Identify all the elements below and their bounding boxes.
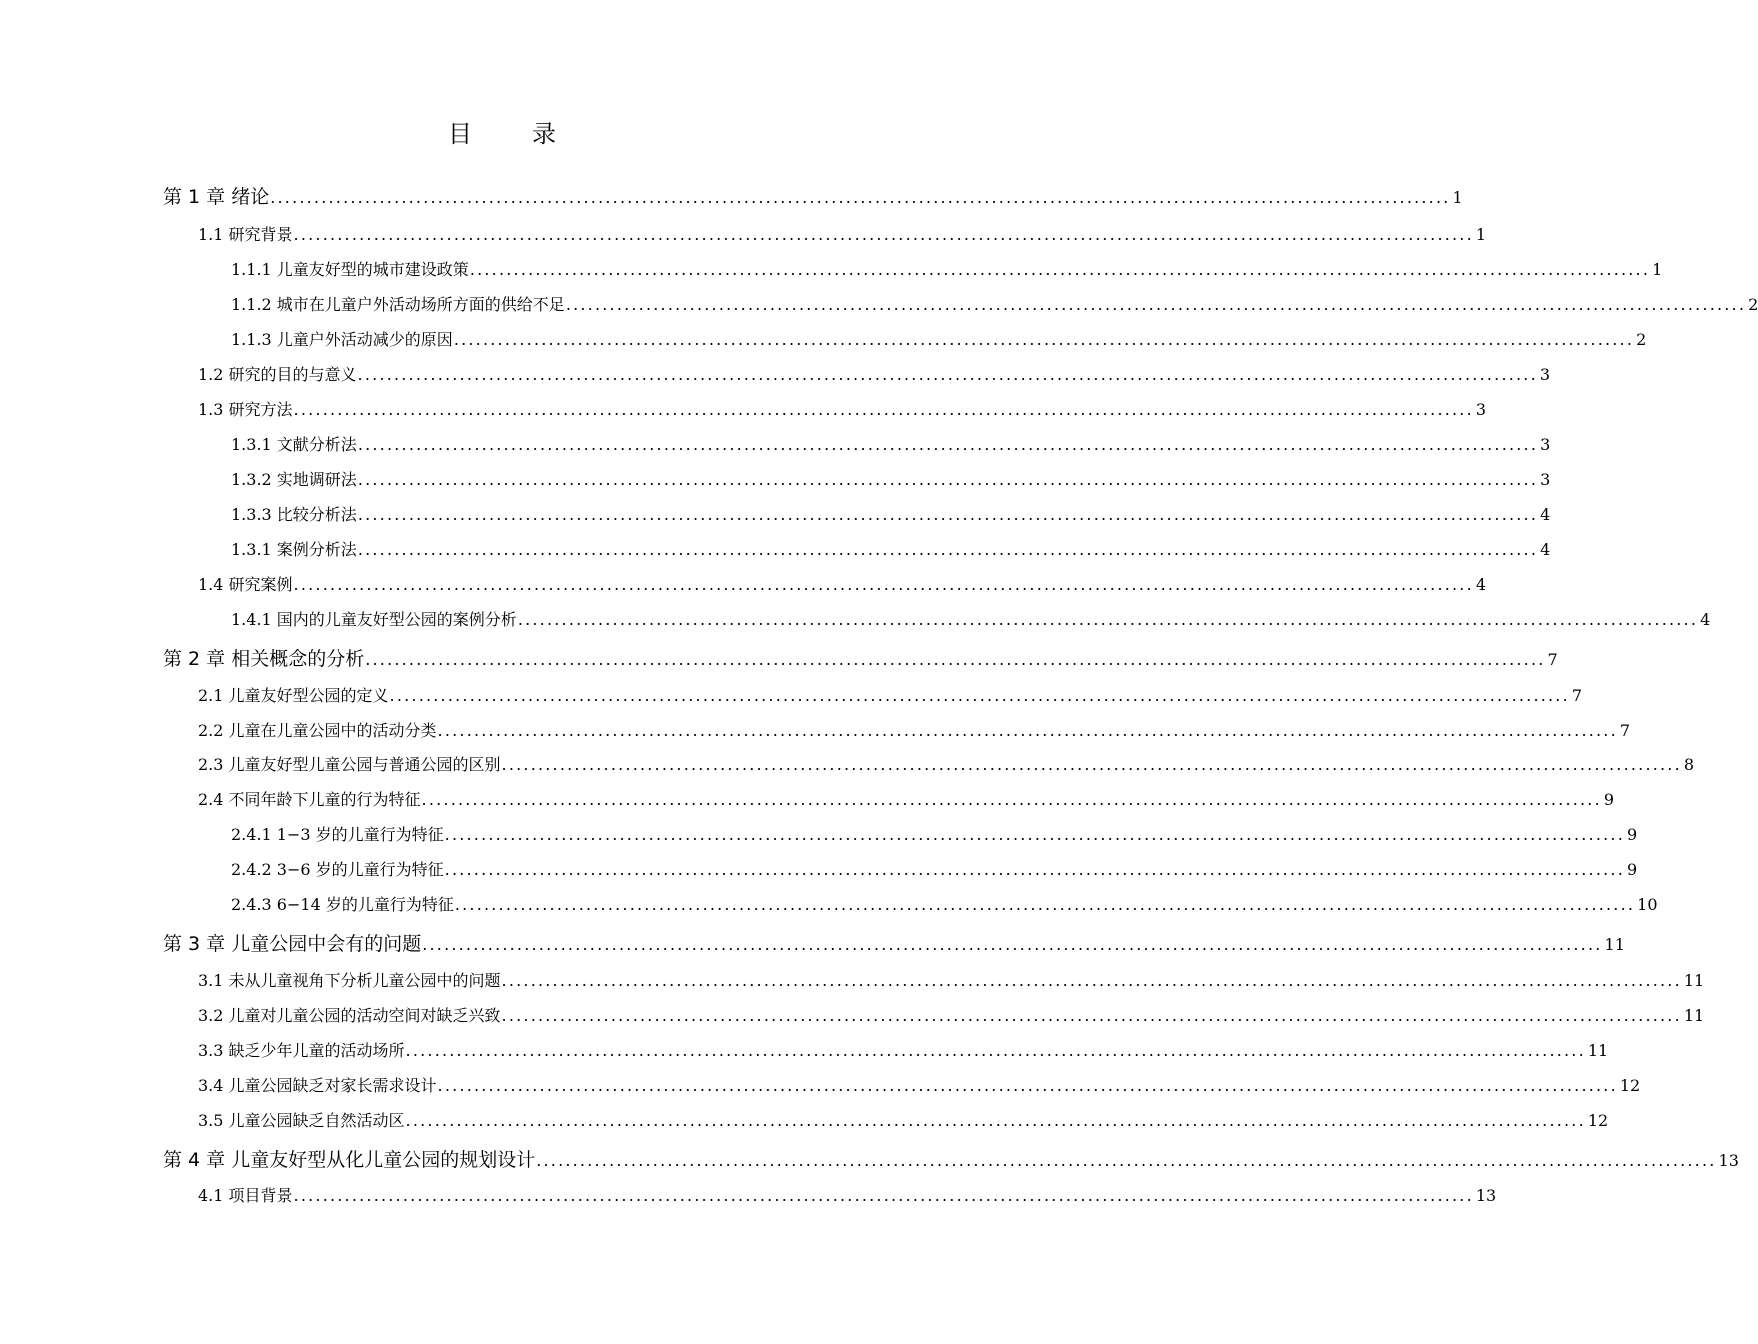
toc-entry-4-1[interactable] — [198, 1183, 1497, 1206]
dot-leader: .................................................................................................................................................................. — [437, 1076, 1618, 1095]
toc-entry-2-2[interactable] — [198, 718, 1631, 741]
toc-entry-label: 第 1 章 绪论 — [163, 186, 270, 208]
toc-entry-page: 10 — [1637, 895, 1658, 914]
toc-entry-chapter-1[interactable] — [163, 182, 1463, 209]
dot-leader: .................................................................................................................................................................. — [444, 825, 1625, 844]
toc-entry-label: 2.1 儿童友好型公园的定义 — [198, 686, 389, 705]
toc-entry-label: 1.1.1 儿童友好型的城市建设政策 — [231, 260, 469, 279]
toc-entry-1-4[interactable] — [198, 572, 1487, 595]
toc-entry-chapter-2[interactable] — [163, 644, 1558, 671]
dot-leader: .................................................................................................................................................................. — [357, 365, 1538, 384]
dot-leader: .................................................................................................................................................................. — [293, 1186, 1474, 1205]
toc-entry-label: 4.1 项目背景 — [198, 1186, 293, 1205]
toc-entry-3-1[interactable] — [198, 968, 1705, 991]
dot-leader: .................................................................................................................................................................. — [357, 540, 1539, 559]
toc-entry-label: 1.2 研究的目的与意义 — [198, 365, 357, 384]
toc-entry-label: 1.3.2 实地调研法 — [231, 470, 357, 489]
toc-entry-label: 2.4.2 3−6 岁的儿童行为特征 — [231, 860, 444, 879]
toc-entry-page: 2 — [1748, 295, 1758, 314]
toc-entry-2-4-1[interactable] — [231, 822, 1638, 845]
toc-entry-1-3[interactable] — [198, 397, 1487, 420]
toc-entry-1-3-2[interactable] — [231, 467, 1551, 490]
toc-entry-label: 2.4.3 6−14 岁的儿童行为特征 — [231, 895, 454, 914]
toc-entry-label: 2.4.1 1−3 岁的儿童行为特征 — [231, 825, 444, 844]
toc-entry-page: 4 — [1475, 575, 1487, 594]
toc-title: 目 录 — [448, 120, 574, 148]
toc-entry-page: 3 — [1475, 400, 1487, 419]
dot-leader: .................................................................................................................................................................. — [437, 721, 1618, 740]
dot-leader: .................................................................................................................................................................. — [421, 790, 1602, 809]
toc-entry-page: 3 — [1540, 435, 1551, 454]
toc-entry-2-3[interactable] — [198, 752, 1695, 775]
toc-entry-page: 9 — [1626, 860, 1638, 879]
toc-entry-page: 11 — [1587, 1041, 1609, 1060]
toc-entry-label: 1.1.3 儿童户外活动减少的原因 — [231, 330, 453, 349]
toc-entry-label: 1.3.1 案例分析法 — [231, 540, 357, 559]
toc-entry-page: 13 — [1718, 1151, 1739, 1170]
dot-leader: .................................................................................................................................................................. — [444, 860, 1625, 879]
toc-entry-3-2[interactable] — [198, 1003, 1705, 1026]
toc-entry-label: 1.3.3 比较分析法 — [231, 505, 357, 524]
dot-leader: .................................................................................................................................................................. — [357, 505, 1539, 524]
dot-leader: .................................................................................................................................................................. — [357, 435, 1539, 454]
dot-leader: .................................................................................................................................................................. — [293, 400, 1474, 419]
toc-entry-page: 13 — [1475, 1186, 1497, 1205]
toc-entry-label: 第 2 章 相关概念的分析 — [163, 648, 365, 670]
toc-entry-page: 2 — [1636, 330, 1647, 349]
toc-entry-page: 1 — [1452, 188, 1463, 207]
toc-entry-page: 3 — [1539, 365, 1551, 384]
toc-entry-3-4[interactable] — [198, 1073, 1641, 1096]
dot-leader: .................................................................................................................................................................. — [517, 610, 1699, 629]
toc-entry-label: 第 4 章 儿童友好型从化儿童公园的规划设计 — [163, 1149, 536, 1171]
toc-entry-label: 3.1 未从儿童视角下分析儿童公园中的问题 — [198, 971, 501, 990]
dot-leader: .................................................................................................................................................................. — [357, 470, 1539, 489]
toc-entry-label: 3.4 儿童公园缺乏对家长需求设计 — [198, 1076, 437, 1095]
toc-entry-page: 11 — [1683, 971, 1705, 990]
toc-entry-page: 9 — [1626, 825, 1638, 844]
toc-entry-chapter-4[interactable] — [163, 1145, 1739, 1172]
toc-entry-page: 7 — [1571, 686, 1583, 705]
toc-entry-1-2[interactable] — [198, 362, 1551, 385]
toc-entry-label: 1.3.1 文献分析法 — [231, 435, 357, 454]
dot-leader: .................................................................................................................................................................. — [565, 295, 1747, 314]
dot-leader: .................................................................................................................................................................. — [405, 1111, 1586, 1130]
toc-entry-3-3[interactable] — [198, 1038, 1609, 1061]
toc-entry-label: 3.2 儿童对儿童公园的活动空间对缺乏兴致 — [198, 1006, 501, 1025]
toc-entry-2-4-2[interactable] — [231, 857, 1638, 880]
toc-entry-page: 4 — [1700, 610, 1711, 629]
toc-entry-page: 11 — [1683, 1006, 1705, 1025]
toc-entry-3-5[interactable] — [198, 1108, 1609, 1131]
toc-entry-page: 4 — [1540, 505, 1551, 524]
dot-leader: .................................................................................................................................................................. — [501, 1006, 1682, 1025]
toc-entry-page: 8 — [1683, 755, 1695, 774]
toc-entry-label: 2.3 儿童友好型儿童公园与普通公园的区别 — [198, 755, 501, 774]
toc-entry-page: 12 — [1619, 1076, 1641, 1095]
toc-entry-label: 1.4 研究案例 — [198, 575, 293, 594]
toc-entry-page: 1 — [1475, 225, 1487, 244]
toc-entry-2-4-3[interactable] — [231, 892, 1658, 915]
dot-leader: .................................................................................................................................................................. — [469, 260, 1651, 279]
dot-leader: .................................................................................................................................................................. — [422, 935, 1603, 954]
toc-entry-page: 12 — [1587, 1111, 1609, 1130]
dot-leader: .................................................................................................................................................................. — [293, 575, 1474, 594]
toc-entry-1-3-1[interactable] — [231, 432, 1551, 455]
toc-entry-1-1[interactable] — [198, 222, 1487, 245]
dot-leader: .................................................................................................................................................................. — [536, 1151, 1717, 1170]
toc-entry-page: 1 — [1652, 260, 1663, 279]
toc-entry-1-4-1[interactable] — [231, 607, 1711, 630]
dot-leader: .................................................................................................................................................................. — [270, 188, 1451, 207]
toc-entry-label: 3.3 缺乏少年儿童的活动场所 — [198, 1041, 405, 1060]
toc-entry-1-1-3[interactable] — [231, 327, 1647, 350]
toc-entry-label: 1.1.2 城市在儿童户外活动场所方面的供给不足 — [231, 295, 565, 314]
toc-entry-label: 2.2 儿童在儿童公园中的活动分类 — [198, 721, 437, 740]
toc-entry-2-1[interactable] — [198, 683, 1583, 706]
toc-entry-1-3-4[interactable] — [231, 537, 1551, 560]
toc-entry-page: 4 — [1540, 540, 1551, 559]
dot-leader: .................................................................................................................................................................. — [293, 225, 1474, 244]
toc-entry-1-3-3[interactable] — [231, 502, 1551, 525]
toc-entry-2-4[interactable] — [198, 787, 1615, 810]
toc-entry-label: 1.4.1 国内的儿童友好型公园的案例分析 — [231, 610, 517, 629]
toc-entry-label: 第 3 章 儿童公园中会有的问题 — [163, 933, 422, 955]
toc-entry-label: 3.5 儿童公园缺乏自然活动区 — [198, 1111, 405, 1130]
toc-entry-page: 7 — [1619, 721, 1631, 740]
toc-entry-label: 1.3 研究方法 — [198, 400, 293, 419]
toc-entry-label: 2.4 不同年龄下儿童的行为特征 — [198, 790, 421, 809]
toc-entry-chapter-3[interactable] — [163, 929, 1625, 956]
dot-leader: .................................................................................................................................................................. — [454, 895, 1636, 914]
dot-leader: .................................................................................................................................................................. — [405, 1041, 1586, 1060]
dot-leader: .................................................................................................................................................................. — [501, 755, 1682, 774]
toc-entry-page: 7 — [1547, 650, 1558, 669]
toc-entry-label: 1.1 研究背景 — [198, 225, 293, 244]
dot-leader: .................................................................................................................................................................. — [501, 971, 1682, 990]
dot-leader: .................................................................................................................................................................. — [365, 650, 1546, 669]
toc-entry-page: 3 — [1540, 470, 1551, 489]
dot-leader: .................................................................................................................................................................. — [453, 330, 1635, 349]
toc-entry-1-1-1[interactable] — [231, 257, 1663, 280]
toc-entry-page: 11 — [1604, 935, 1625, 954]
toc-entry-1-1-2[interactable] — [231, 292, 1758, 315]
toc-entry-page: 9 — [1603, 790, 1615, 809]
dot-leader: .................................................................................................................................................................. — [389, 686, 1570, 705]
